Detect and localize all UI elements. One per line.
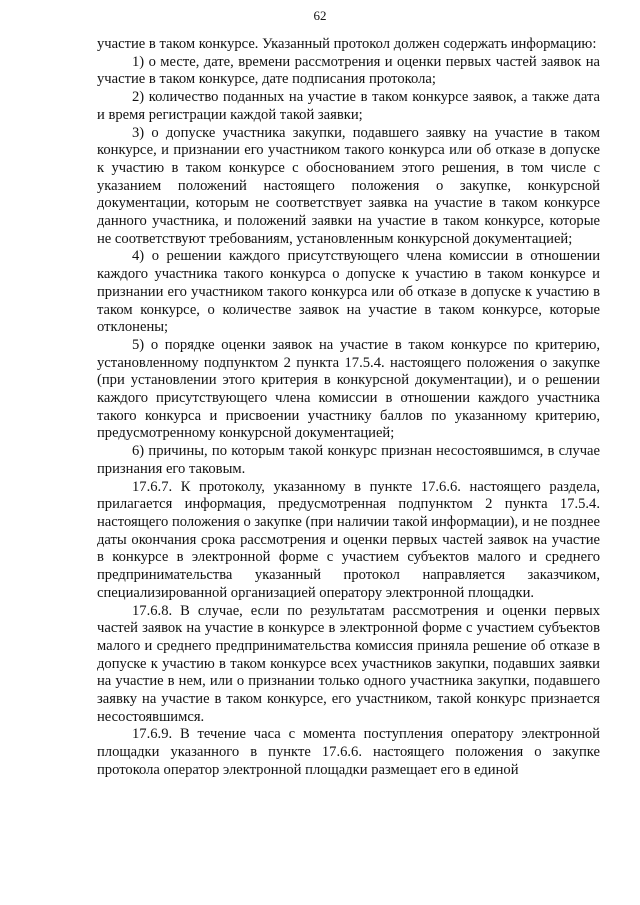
- paragraph-item-4: 4) о решении каждого присутствующего члена комиссии в отношении каждого участника такого конкурса о допуске к участию в таком конкурсе и признании его участником такого конкурса или об отказе в допуске к участию в таком конкурсе, о количестве заявок на участие в таком конкурсе, которые отклонены;: [97, 248, 600, 336]
- document-body: [97, 36, 600, 780]
- paragraph-item-5: 5) о порядке оценки заявок на участие в таком конкурсе по критерию, установленному подпунктом 2 пункта 17.5.4. настоящего положения о закупке (при установлении этого критерия в конкурсной документации), и о решении каждого присутствующего члена комиссии в отношении каждого участника такого конкурса и присвоении участнику баллов по указанному критерию, предусмотренному конкурсной документацией;: [97, 336, 600, 442]
- page-number: 62: [313, 8, 327, 23]
- paragraph-item-3: 3) о допуске участника закупки, подавшего заявку на участие в таком конкурсе, и признании его участником такого конкурса или об отказе в допуске к участию в таком конкурсе с обоснованием этого решения, в том числе с указанием положений настоящего положения о закупке, конкурсной документации, которым не соответствует заявка на участие в таком конкурсе данного участника, и положений заявки на участие в таком конкурсе, которые не соответствуют требованиям, установленным конкурсной документацией;: [97, 124, 600, 247]
- paragraph-17-6-8: 17.6.8. В случае, если по результатам рассмотрения и оценки первых частей заявок на участие в конкурсе в электронной форме с участием субъектов малого и среднего предпринимательства комиссия приняла решение об отказе в допуске к участию в таком конкурсе всех участников закупки, подавших заявки на участие в нем, или о признании только одного участника закупки, подавшего заявку на участие в таком конкурсе, его участником, такой конкурс признается несостоявшимся.: [97, 602, 600, 725]
- paragraph-17-6-7: 17.6.7. К протоколу, указанному в пункте 17.6.6. настоящего раздела, прилагается информация, предусмотренная подпунктом 2 пункта 17.5.4. настоящего положения о закупке (при наличии такой информации), и не позднее даты окончания срока рассмотрения и оценки первых частей заявок на участие в конкурсе в электронной форме с участием субъектов малого и среднего предпринимательства указанный протокол направляется заказчиком, специализированной организацией оператору электронной площадки.: [97, 478, 600, 601]
- paragraph-item-1: 1) о месте, дате, времени рассмотрения и оценки первых частей заявок на участие в таком конкурсе, дате подписания протокола;: [97, 53, 600, 88]
- paragraph-17-6-9: 17.6.9. В течение часа с момента поступления оператору электронной площадки указанного в пункте 17.6.6. настоящего положения о закупке протокола оператор электронной площадки размещает его в единой: [97, 726, 600, 778]
- paragraph-item-2: 2) количество поданных на участие в таком конкурсе заявок, а также дата и время регистрации каждой такой заявки;: [97, 89, 600, 123]
- paragraph-item-6: 6) причины, по которым такой конкурс признан несостоявшимся, в случае признания его таковым.: [97, 443, 600, 477]
- paragraph-intro: участие в таком конкурсе. Указанный протокол должен содержать информацию:: [97, 36, 597, 52]
